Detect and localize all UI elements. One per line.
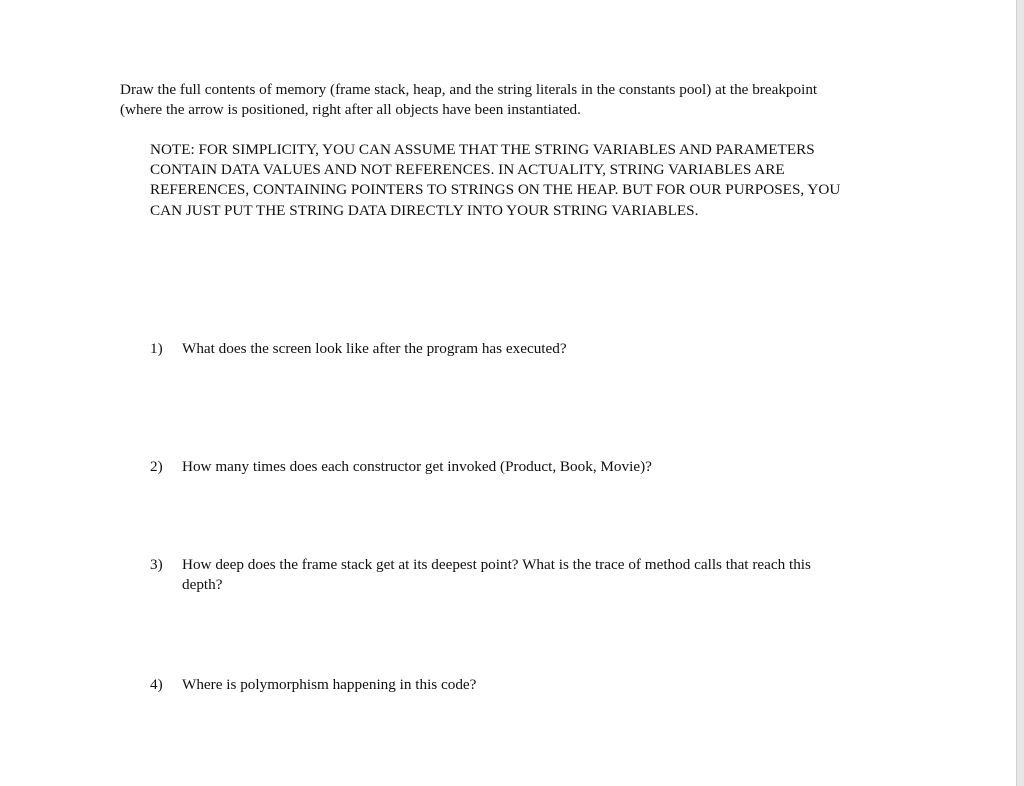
question-text: What does the screen look like after the program has executed? [182, 340, 567, 357]
question-number: 3) [150, 556, 163, 573]
question-text: How deep does the frame stack get at its deepest point? What is the trace of method calls that reach this depth? [182, 556, 811, 593]
question-2 [150, 457, 850, 477]
question-3 [150, 555, 850, 595]
instructions-paragraph: Draw the full contents of memory (frame stack, heap, and the string literals in the constants pool) at the breakpoint (where the arrow is positioned, right after all objects have been instantiated. [120, 81, 818, 118]
question-text: Where is polymorphism happening in this code? [182, 676, 477, 693]
question-number: 2) [150, 458, 163, 475]
question-number: 4) [150, 676, 163, 693]
question-1 [150, 339, 850, 359]
viewer-right-edge [1016, 0, 1024, 786]
question-4 [150, 675, 850, 695]
question-text: How many times does each constructor get invoked (Product, Book, Movie)? [182, 458, 652, 475]
question-number: 1) [150, 340, 163, 357]
note-paragraph: NOTE: FOR SIMPLICITY, YOU CAN ASSUME THAT THE STRING VARIABLES AND PARAMETERS CONTAIN DATA VALUES AND NOT REFERENCES. IN ACTUALITY, STRING VARIABLES ARE REFERENCES, CONTAINING POINTERS TO STRINGS ON THE HEAP. BUT FOR OUR PURPOSES, YOU CAN JUST PUT THE STRING DATA DIRECTLY INTO YOUR STRING VARIABLES. [150, 141, 841, 219]
